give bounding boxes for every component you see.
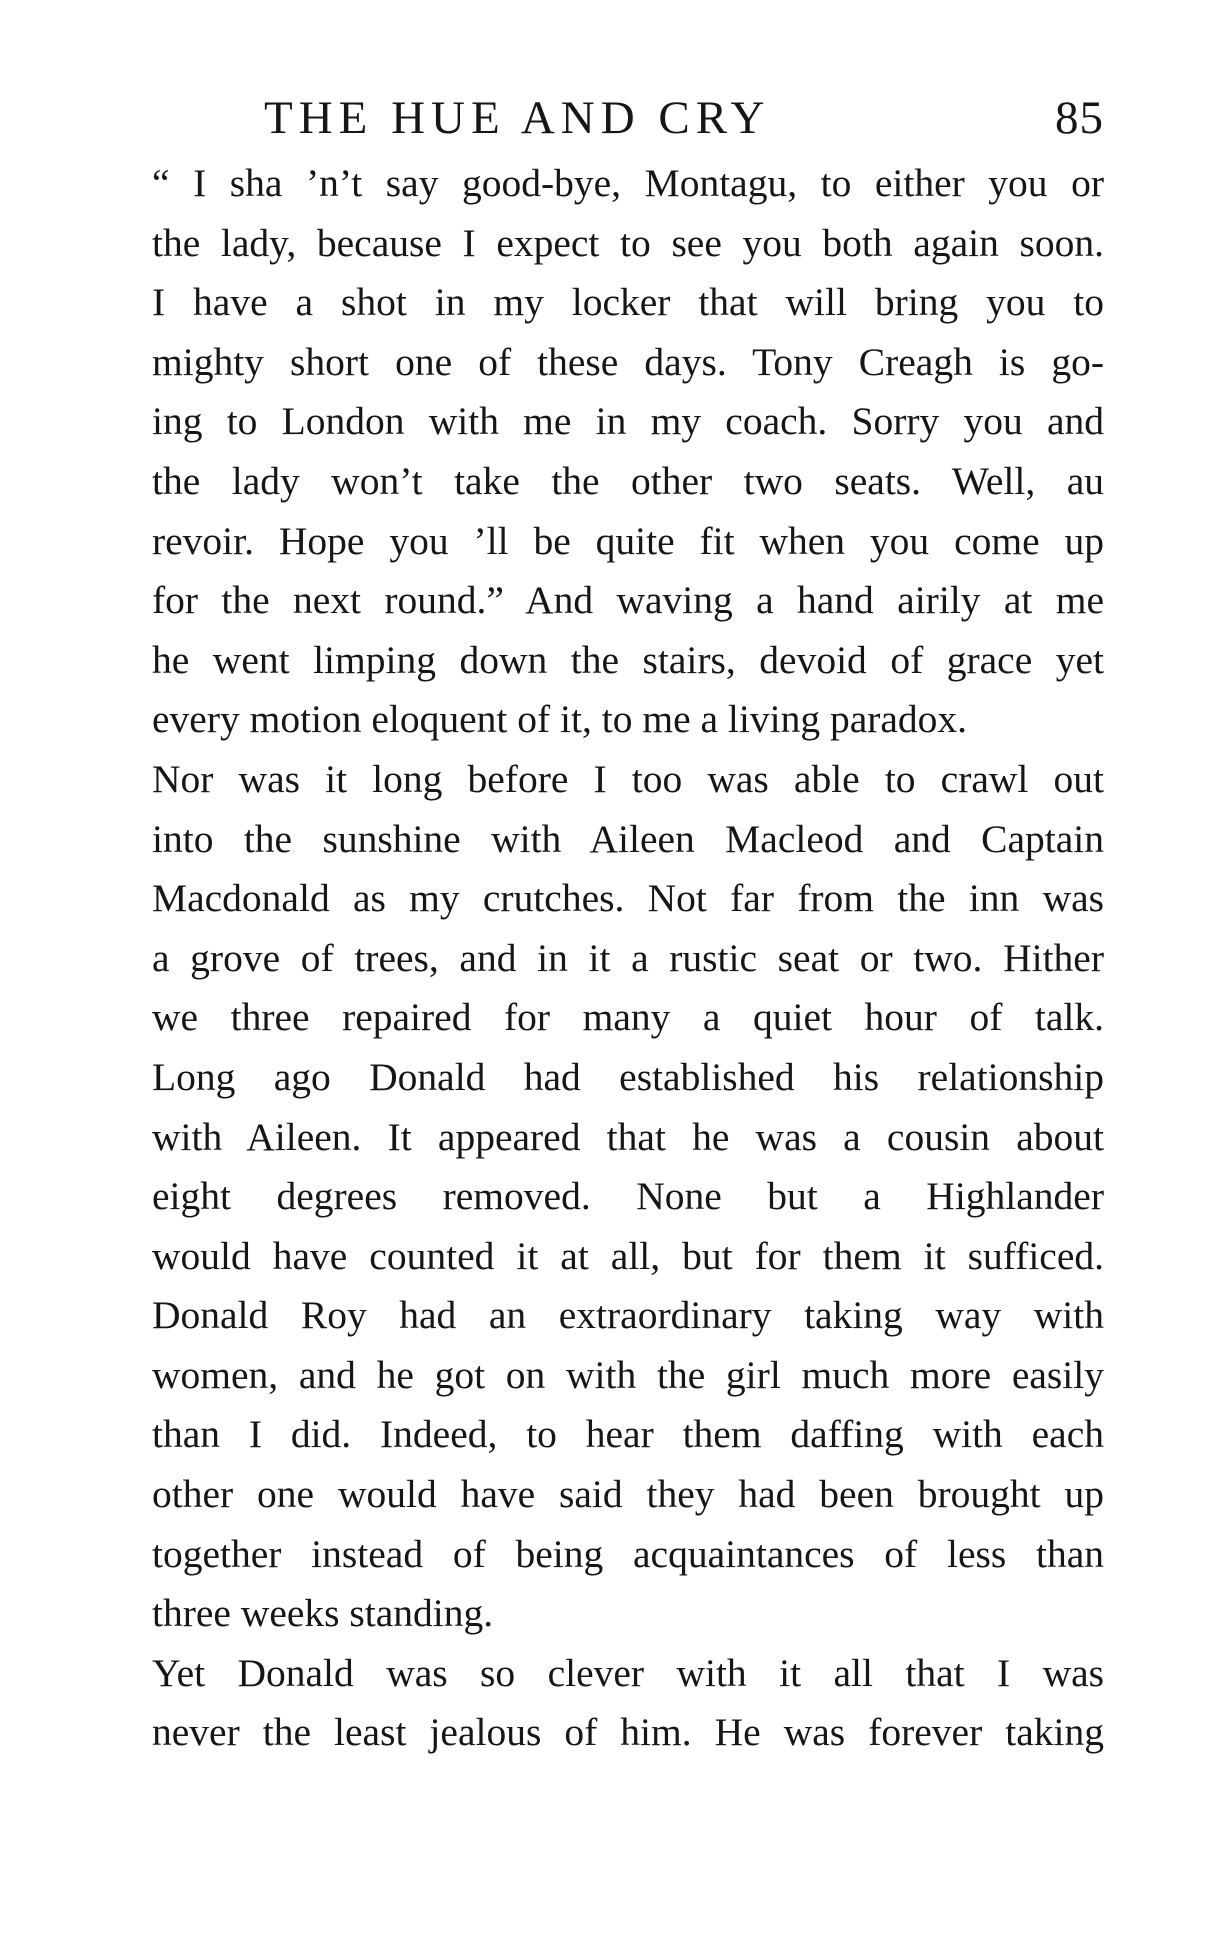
text-line: together instead of being acquaintances of less than bbox=[152, 1531, 1104, 1576]
text-line: every motion eloquent of it, to me a living paradox. bbox=[152, 697, 968, 742]
paragraph-2 bbox=[116, 750, 1104, 1644]
text-line: other one would have said they had been brought up bbox=[152, 1472, 1104, 1517]
running-title: THE HUE AND CRY bbox=[264, 92, 771, 144]
text-line: mighty short one of these days. Tony Creagh is go- bbox=[152, 339, 1104, 384]
text-line: Donald Roy had an extraordinary taking way with bbox=[152, 1293, 1104, 1338]
text-line: Yet Donald was so clever with it all that I was bbox=[152, 1650, 1104, 1695]
text-line: than I did. Indeed, to hear them daffing with each bbox=[152, 1412, 1104, 1457]
text-line: three weeks standing. bbox=[152, 1591, 494, 1636]
text-line: revoir. Hope you ’ll be quite fit when you come up bbox=[152, 518, 1104, 563]
text-line: Nor was it long before I too was able to crawl out bbox=[152, 756, 1104, 801]
text-line: he went limping down the stairs, devoid of grace yet bbox=[152, 637, 1104, 682]
text-line: eight degrees removed. None but a Highlander bbox=[152, 1174, 1104, 1219]
text-line: the lady won’t take the other two seats. Well, au bbox=[152, 458, 1104, 503]
text-line: never the least jealous of him. He was forever taking bbox=[152, 1710, 1104, 1755]
text-line: ing to London with me in my coach. Sorry you and bbox=[152, 399, 1104, 444]
book-page bbox=[116, 88, 1104, 1763]
page-number: 85 bbox=[1055, 92, 1104, 144]
text-line: into the sunshine with Aileen Macleod and Captain bbox=[152, 816, 1104, 861]
text-line: for the next round.” And waving a hand airily at me bbox=[152, 578, 1104, 623]
text-line: “ I sha ’n’t say good-bye, Montagu, to either you or bbox=[152, 161, 1104, 205]
text-line: the lady, because I expect to see you both again soon. bbox=[152, 220, 1104, 265]
text-line: I have a shot in my locker that will bring you to bbox=[152, 280, 1104, 325]
body-text bbox=[116, 154, 1104, 1763]
paragraph-3 bbox=[116, 1644, 1104, 1763]
text-line: Macdonald as my crutches. Not far from the inn was bbox=[152, 876, 1104, 921]
text-line: we three repaired for many a quiet hour of talk. bbox=[152, 995, 1104, 1040]
text-line: Long ago Donald had established his relationship bbox=[152, 1054, 1104, 1099]
paragraph-1 bbox=[116, 154, 1104, 750]
text-line: a grove of trees, and in it a rustic seat or two. Hither bbox=[152, 935, 1104, 980]
text-line: would have counted it at all, but for them it sufficed. bbox=[152, 1233, 1104, 1278]
running-head bbox=[116, 88, 1104, 148]
text-line: women, and he got on with the girl much more easily bbox=[152, 1352, 1104, 1397]
text-line: with Aileen. It appeared that he was a cousin about bbox=[152, 1114, 1104, 1159]
